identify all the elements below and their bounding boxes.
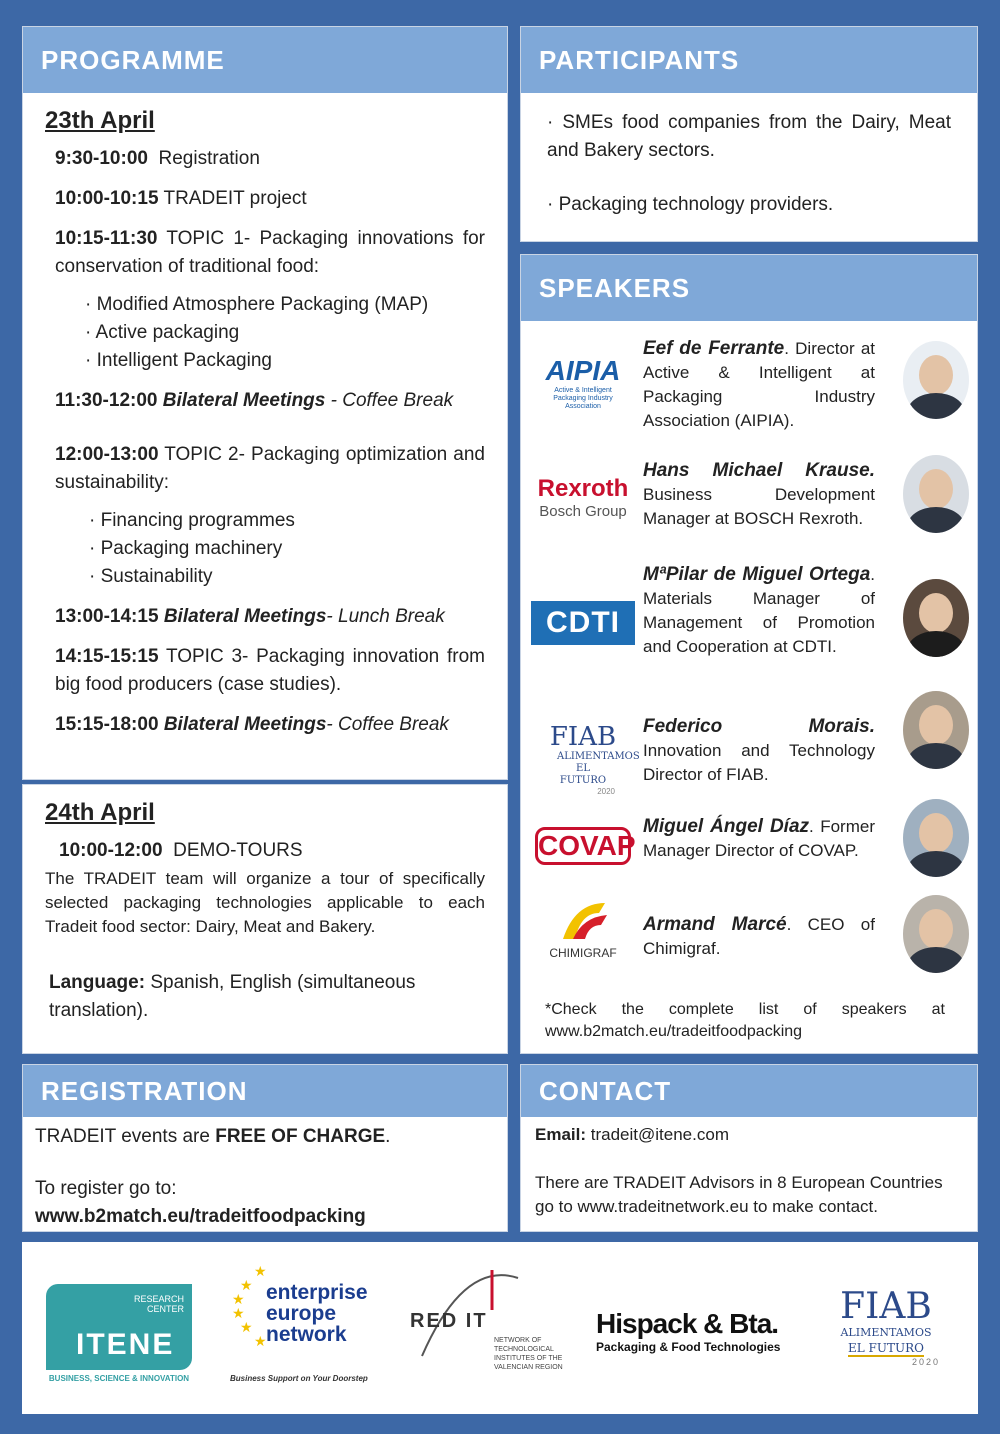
registration-panel — [22, 1064, 508, 1232]
list-item: · Modified Atmosphere Packaging (MAP) — [85, 294, 429, 315]
speaker-name: Hans Michael Krause. — [643, 460, 875, 481]
programme-item: 15:15-18:00 Bilateral Meetings- Coffee Break — [55, 714, 449, 735]
partner-logos: RESEARCH CENTER ITENE BUSINESS, SCIENCE & INNOVATION ★ ★ ★ ★ ★ ★ enterprise europe network Business Support on Your Doorstep RED IT NETWORK OF TECHNOLOGICAL INSTITUTES OF THE VALENCIAN REGION Hispack & Bta. Packaging & Food Technologies FIAB ALIMENTAMOS EL FUTURO 2020 — [22, 1242, 978, 1414]
day2-date: 24th April — [45, 799, 155, 826]
speaker-desc: . Materials Manager of Management of Promotion and Cooperation at CDTI. — [643, 565, 875, 656]
day1-date: 23th April — [45, 107, 155, 134]
programme-item: 10:00-10:15 TRADEIT project — [55, 188, 307, 209]
speakers-panel — [520, 254, 978, 1054]
chimigraf-mark — [553, 899, 613, 943]
registration-free: TRADEIT events are FREE OF CHARGE. — [35, 1126, 391, 1147]
email-link[interactable]: tradeit@itene.com — [590, 1125, 729, 1144]
list-item: · SMEs food companies from the Dairy, Meat and Bakery sectors. — [547, 112, 951, 161]
contact-advisors: There are TRADEIT Advisors in 8 European Countries go to www.tradeitnetwork.eu to make contact. — [535, 1173, 943, 1216]
aipia-logo: AIPIA Active & Intelligent Packaging Industry Association — [545, 355, 621, 410]
speaker-name: Armand Marcé — [643, 914, 787, 935]
list-item: · Intelligent Packaging — [85, 350, 272, 371]
contact-panel — [520, 1064, 978, 1232]
list-item: · Active packaging — [85, 322, 240, 343]
list-item: · Packaging technology providers. — [547, 194, 834, 215]
speaker-photo — [903, 579, 969, 657]
contact-heading: CONTACT — [521, 1065, 977, 1117]
contact-email: Email: tradeit@itene.com — [535, 1125, 729, 1144]
registration-instruction: To register go to: — [35, 1178, 177, 1199]
speakers-heading: SPEAKERS — [521, 255, 977, 321]
hispack-logo: Hispack & Bta. Packaging & Food Technologies — [596, 1308, 781, 1354]
speaker-name: MªPilar de Miguel Ortega — [643, 564, 871, 585]
speaker-fiab — [521, 715, 977, 825]
list-item: · Packaging machinery — [89, 538, 283, 559]
fiab-logo: FIAB ALIMENTAMOS EL FUTURO 2020 — [549, 722, 640, 796]
speaker-photo — [903, 895, 969, 973]
programme-item: 10:15-11:30 TOPIC 1- Packaging innovations for conservation of traditional food: — [55, 228, 485, 277]
topic2-subitems — [89, 507, 485, 591]
topic1-subitems — [85, 291, 485, 375]
star-icon: ★ ★ ★ ★ ★ ★ — [232, 1263, 267, 1349]
speaker-desc: . Former Manager Director of COVAP. — [643, 817, 875, 860]
chimigraf-logo: CHIMIGRAF — [531, 899, 635, 960]
programme-item: 14:15-15:15 TOPIC 3- Packaging innovation from big food producers (case studies). — [55, 646, 486, 695]
day2-panel — [22, 784, 508, 1054]
day2-description: The TRADEIT team will organize a tour of specifically selected packaging technologies applicable to each Tradeit food sector: Dairy, Meat and Bakery. — [45, 869, 485, 936]
speaker-desc: Innovation and Technology Director of FIAB. — [643, 741, 875, 784]
programme-item: 12:00-13:00 TOPIC 2- Packaging optimization and sustainability: — [55, 444, 485, 493]
cdti-logo: CDTI — [531, 601, 635, 645]
itene-logo: RESEARCH CENTER ITENE BUSINESS, SCIENCE & INNOVATION — [46, 1284, 192, 1383]
covap-logo: COVAP — [531, 827, 635, 865]
fiab-footer-logo: FIAB ALIMENTAMOS EL FUTURO 2020 — [840, 1286, 940, 1367]
programme-heading: PROGRAMME — [23, 27, 507, 93]
list-item: · Financing programmes — [89, 510, 295, 531]
speakers-note: *Check the complete list of speakers at www.b2match.eu/tradeitfoodpacking — [545, 1001, 945, 1040]
speaker-name: Federico Morais. — [643, 716, 875, 737]
rexroth-logo: Rexroth Bosch Group — [537, 475, 629, 520]
speaker-photo — [903, 799, 969, 877]
programme-item: 11:30-12:00 Bilateral Meetings - Coffee Break — [55, 390, 454, 411]
registration-link[interactable]: www.b2match.eu/tradeitfoodpacking — [35, 1206, 366, 1227]
language-info: Language: Spanish, English (simultaneous translation). — [49, 972, 416, 1021]
participants-panel — [520, 26, 978, 242]
list-item: · Sustainability — [89, 566, 213, 587]
speaker-photo — [903, 691, 969, 769]
participants-heading: PARTICIPANTS — [521, 27, 977, 93]
registration-heading: REGISTRATION — [23, 1065, 507, 1117]
speaker-aipia — [521, 337, 977, 447]
programme-item: 9:30-10:00 Registration — [55, 148, 260, 169]
speaker-name: Miguel Ángel Díaz — [643, 816, 810, 837]
speaker-rexroth — [521, 459, 977, 569]
programme-panel — [22, 26, 508, 780]
speaker-photo — [903, 455, 969, 533]
speaker-desc: . Director at Active & Intelligent at Packaging Industry Association (AIPIA). — [643, 339, 875, 430]
speaker-desc: Business Development Manager at BOSCH Rexroth. — [643, 485, 875, 528]
day2-session: 10:00-12:00 DEMO-TOURS — [59, 840, 303, 861]
speaker-desc: . CEO of Chimigraf. — [643, 915, 875, 958]
speaker-photo — [903, 341, 969, 419]
programme-item: 13:00-14:15 Bilateral Meetings- Lunch Break — [55, 606, 445, 627]
speaker-cdti — [521, 563, 977, 673]
speaker-name: Eef de Ferrante — [643, 338, 785, 359]
